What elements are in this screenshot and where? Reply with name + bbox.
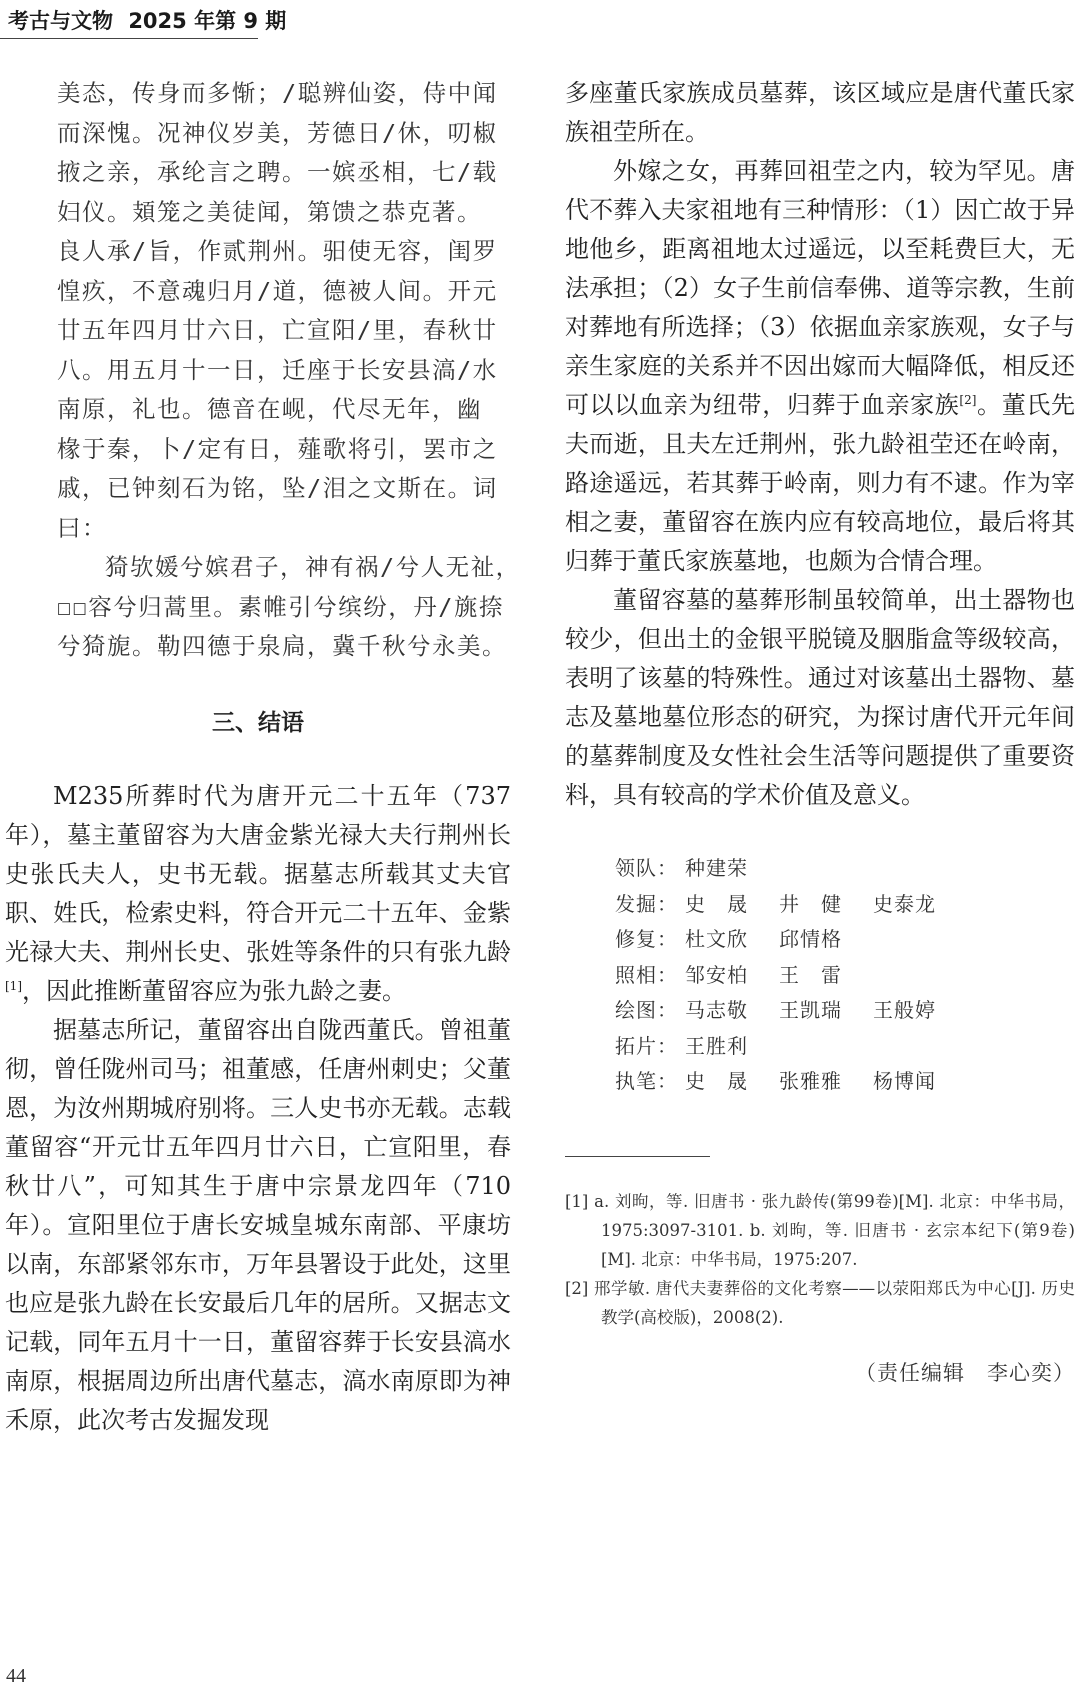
body-paragraph xyxy=(5,777,511,1011)
epitaph-line: 惶疚，不意魂归月/道，德被人间。开元 xyxy=(57,276,498,305)
credit-row xyxy=(615,993,1075,1029)
epitaph-line: 廿五年四月廿六日，亡宣阳/里，春秋廿 xyxy=(57,316,498,344)
header-rule xyxy=(0,38,258,39)
epitaph-line: 良人承/旨，作贰荆州。驲使无容，闺罗 xyxy=(57,237,498,265)
paragraph-text: M235所葬时代为唐开元二十五年（737年），墓主董留容为大唐金紫光禄大夫行荆州长史张氏夫人，史书无载。据墓志所载其丈夫官职、姓氏，检索史料，符合开元二十五年、金紫光禄大夫、荆州长史、张姓等条件的只有张九龄 xyxy=(5,781,511,966)
footnote: [2] 邢学敏. 唐代夫妻葬俗的文化考察——以荥阳郑氏为中心[J]. 历史教学(高校版)，2008(2). xyxy=(565,1278,1075,1327)
body-paragraph: 多座董氏家族成员墓葬，该区域应是唐代董氏家族祖茔所在。 xyxy=(565,79,1075,146)
credit-name: 史 晟 xyxy=(685,891,748,916)
credits-list xyxy=(615,851,1075,1100)
epitaph-line: 妇仪。頍笼之美徒闻，第馈之恭克著。 xyxy=(57,197,482,226)
running-header xyxy=(8,8,286,34)
credit-name: 杨博闻 xyxy=(873,1069,936,1093)
epitaph-line: 美态，传身而多惭；/聪辨仙姿，侍中闻 xyxy=(57,79,498,107)
issue-label: 2025 年第 9 期 xyxy=(128,9,287,33)
credit-name: 张雅雅 xyxy=(779,1069,842,1093)
body-paragraph xyxy=(565,152,1075,581)
credit-name: 马志敬 xyxy=(685,998,748,1022)
epitaph-line: 椽于秦，卜/定有日，薤歌将引，罢市之 xyxy=(57,434,498,463)
epitaph-line: 八。用五月十一日，迁座于长安县滈/水 xyxy=(57,355,498,384)
credit-label: 领队： xyxy=(615,856,678,880)
page-number: 44 xyxy=(6,1665,26,1687)
credit-row xyxy=(615,958,1075,994)
credit-name: 王般婷 xyxy=(873,998,936,1022)
paragraph-text: 。董氏先夫而逝，且夫左迁荆州，张九龄祖茔还在岭南，路途遥远，若其葬于岭南，则力有不逮。作为宰相之妻，董留容在族内应有较高地位，最后将其归葬于董氏家族墓地，也颇为合情合理。 xyxy=(565,391,1076,575)
credit-name: 王凯瑞 xyxy=(779,998,842,1022)
footnote: [1] a. 刘昫，等. 旧唐书 · 张九龄传(第99卷)[M]. 北京：中华书局，1975:3097-3101. b. 刘昫，等. 旧唐书 · 玄宗本纪下(第9卷)[M]. 北京：中华书局，1975:207. xyxy=(565,1191,1075,1269)
body-paragraph: 董留容墓的墓葬形制虽较简单，出土器物也较少，但出土的金银平脱镜及胭脂盒等级较高，表明了该墓的特殊性。通过对该墓出土器物、墓志及墓地墓位形态的研究，为探讨唐代开元年间的墓葬制度及女性社会生活等问题提供了重要资料，具有较高的学术价值及意义。 xyxy=(565,586,1075,809)
right-column xyxy=(565,74,1075,1388)
credit-label: 修复： xyxy=(615,927,678,951)
credit-row xyxy=(615,1064,1075,1100)
editor-credit: （责任编辑 李心奕） xyxy=(855,1360,1075,1385)
credit-row xyxy=(615,922,1075,958)
credit-label: 拓片： xyxy=(615,1033,678,1058)
epitaph-text xyxy=(5,74,521,667)
credit-name: 杜文欣 xyxy=(685,927,748,951)
journal-name: 考古与文物 xyxy=(8,9,113,33)
footnote-ref[interactable]: [2] xyxy=(959,393,977,407)
credit-row xyxy=(615,887,1075,923)
epitaph-verse-line: ☐☐容兮归蒿里。素帷引兮缤纷，丹/旐捺 xyxy=(57,592,504,621)
left-column xyxy=(5,74,521,1440)
epitaph-line: 曰： xyxy=(57,513,107,542)
epitaph-verse-line: 兮猗旎。勒四德于泉扃，冀千秋兮永美。 xyxy=(57,632,507,660)
paragraph-text: ，因此推断董留容应为张九龄之妻。 xyxy=(22,976,406,1005)
credit-row xyxy=(615,1029,1075,1065)
credit-label: 绘图： xyxy=(615,998,678,1022)
body-paragraph: 据墓志所记，董留容出自陇西董氏。曾祖董彻，曾任陇州司马；祖董感，任唐州刺史；父董恩，为汝州期城府别将。三人史书亦无载。志载董留容“开元廿五年四月廿六日，亡宣阳里，春秋廿八”，可知其生于唐中宗景龙四年（710年）。宣阳里位于唐长安城皇城东南部、平康坊以南，东部紧邻东市，万年县署设于此处，这里也应是张九龄在长安最后几年的居所。又据志文记载，同年五月十一日，董留容葬于长安县滈水南原，根据周边所出唐代墓志，滈水南原即为神禾原，此次考古发掘发现 xyxy=(5,1015,511,1434)
credit-label: 照相： xyxy=(615,962,678,987)
credit-label: 发掘： xyxy=(615,891,678,916)
epitaph-line: 戚，已钟刻石为铭，坠/泪之文斯在。词 xyxy=(57,474,498,502)
epitaph-line: 南原，礼也。德音在岘，代尽无年，幽 xyxy=(57,395,482,423)
credit-row xyxy=(615,851,1075,887)
credit-name: 王胜利 xyxy=(685,1033,748,1058)
credit-name: 史泰龙 xyxy=(873,891,936,916)
epitaph-verse-line: 猗欤媛兮嫔君子，神有祸/兮人无祉， xyxy=(105,553,521,581)
footnote-ref[interactable]: [1] xyxy=(5,978,22,993)
credit-name: 邱情格 xyxy=(779,927,842,951)
section-title: 三、结语 xyxy=(212,709,304,736)
credit-name: 王 雷 xyxy=(779,962,842,987)
credit-name: 史 晟 xyxy=(685,1069,748,1093)
paragraph-text: 外嫁之女，再葬回祖茔之内，较为罕见。唐代不葬入夫家祖地有三种情形：（1）因亡故于异地他乡，距离祖地太过遥远，以至耗费巨大，无法承担；（2）女子生前信奉佛、道等宗教，生前对葬地有所选择；（3）依据血亲家族观，女子与亲生家庭的关系并不因出嫁而大幅降低，相反还可以以血亲为纽带，归葬于血亲家族 xyxy=(565,157,1075,419)
credit-name: 井 健 xyxy=(779,891,842,916)
footnote-rule xyxy=(565,1156,710,1157)
epitaph-line: 掖之亲，承纶言之聘。一嫔丞相，七/载 xyxy=(57,158,498,186)
epitaph-line: 而深愧。况神仪岁美，芳德日/休，叨椒 xyxy=(57,118,498,147)
credit-label: 执笔： xyxy=(615,1069,678,1093)
credit-name: 邹安柏 xyxy=(685,962,748,987)
credit-name: 种建荣 xyxy=(685,856,748,880)
